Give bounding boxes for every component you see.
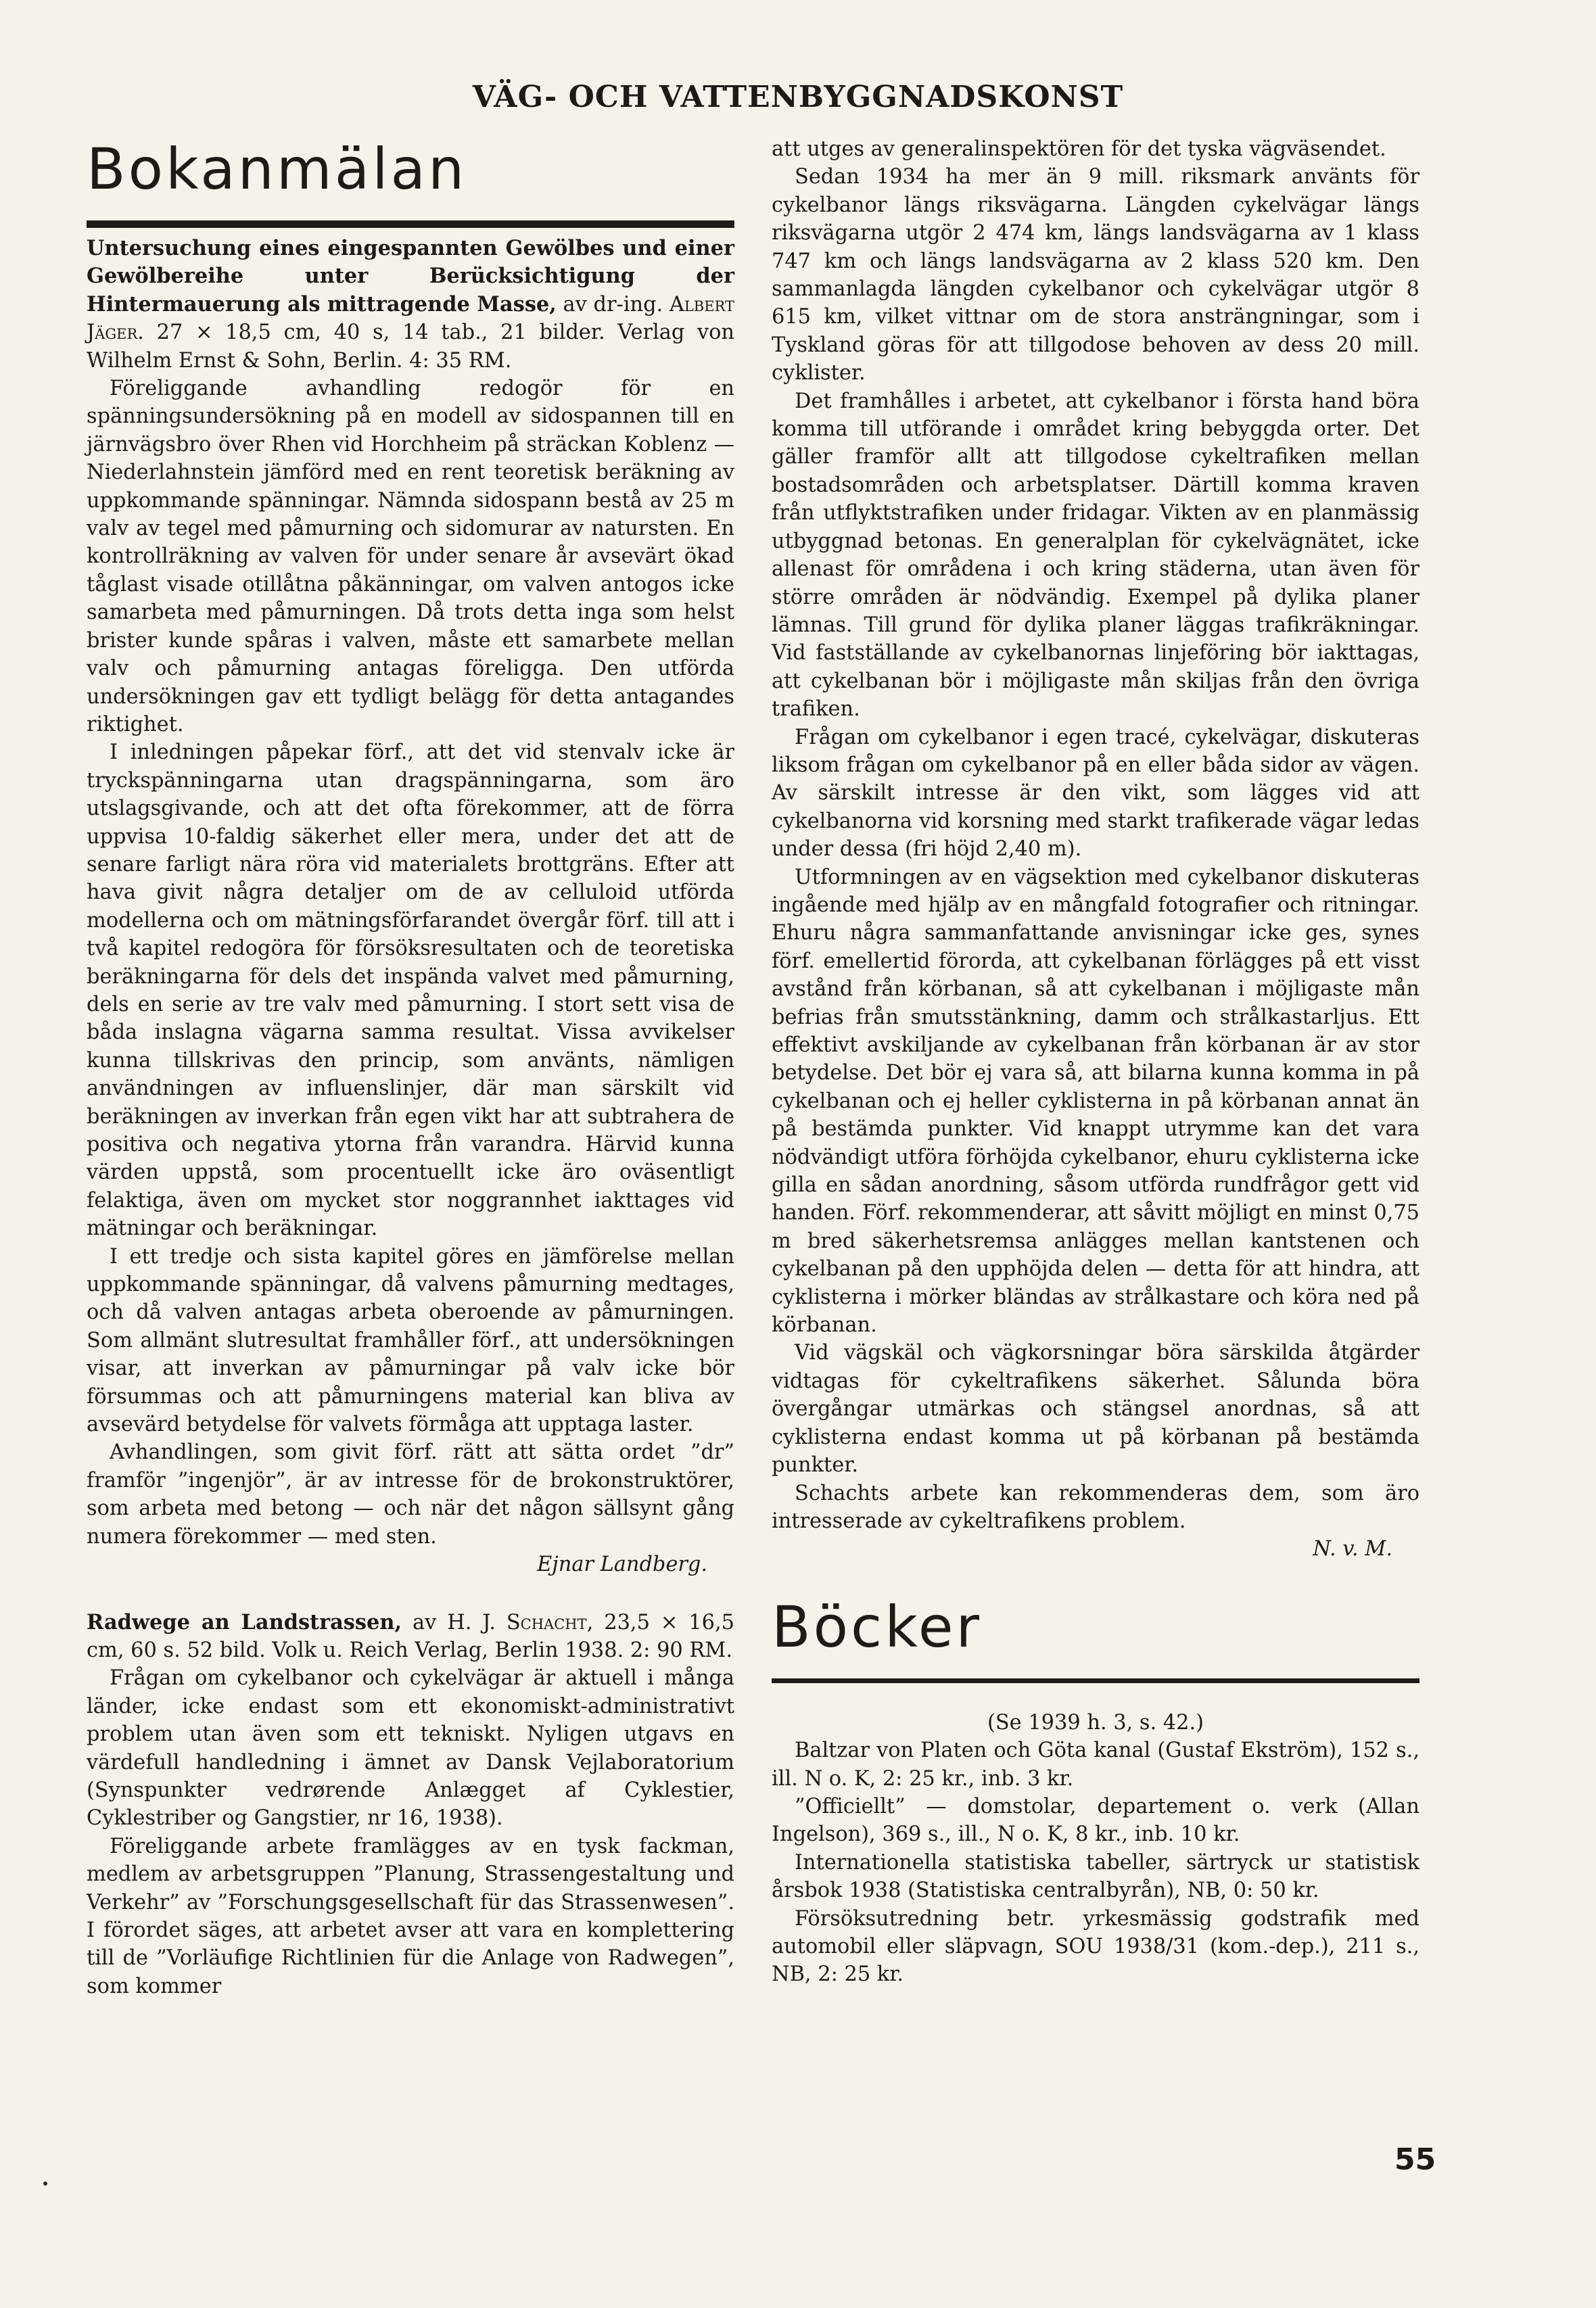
book-entry: Internationella statistiska tabeller, särtryck ur statistisk årsbok 1938 (Statistiska centralbyrån), NB, 0: 50 kr. [772, 1850, 1419, 1903]
review-2-paragraph: Utformningen av en vägsektion med cykelbanor diskuteras ingående med hjälp av en mångfald fotografier och ritningar. Ehuru några sammanfattande anvisningar icke ges, synes förf. emellertid förorda, att cykelbanan förlägges på ett visst avstånd från körbanan, så att cykelbanan i möjligaste mån befrias från smutsstänkning, damm och strålkastarljus. Ett effektivt avskiljande av cykelbanan från körbanan är av stor betydelse. Det bör ej vara så, att bilarna kunna komma in på cykelbanan och ej heller cyklisterna in på körbanan annat än på bestämda punkter. Vid knappt utrymme kan det vara nödvändigt utföra förhöjda cykelbanor, ehuru cyklisterna icke gilla en sådan anordning, såsom utförda rundfrågor gett vid handen. Förf. rekommenderar, att såvitt möjligt en minst 0,75 m bred säkerhetsremsa anlägges mellan kantstenen och cykelbanan på den upphöjda delen — detta för att hindra, att cyklisterna i mörker bländas av strålkastare och köra ned på körbanan. [772, 865, 1419, 1338]
review-1-signature: Ejnar Landberg. [537, 1553, 707, 1577]
review-1-citation [87, 235, 734, 375]
title-rule [87, 220, 734, 228]
review-2-paragraph: Det framhålles i arbetet, att cykelbanor i första hand böra komma till utförande i området kring bebyggda orter. Det gäller framför allt att tillgodose cykeltrafiken mellan bostadsområden och arbetsplatser. Därtill komma kraven från utflyktstrafiken under fridagar. Vikten av en planmässig utbyggnad betonas. En generalplan för cykelvägnätet, icke allenast för områdena i och kring städerna, utan även för större områden är nödvändig. Exempel på dylika planer lämnas. Till grund för dylika planer läggas trafikräkningar. Vid fastställande av cykelbanornas linjeföring bör iakttagas, att cykelbanan bör i möjligaste mån skiljas från den övriga trafiken. [772, 389, 1419, 722]
section-title-bokanmalan: Bokanmälan [87, 136, 467, 202]
margin-dot [43, 2182, 47, 2186]
review-2-paragraph: Frågan om cykelbanor och cykelvägar är aktuell i många länder, icke endast som ett ekonomiskt-administrativt problem utan även som ett tekniskt. Nyligen utgavs en värdefull handledning i ämnet av Dansk Vejlaboratorium (Synspunkter vedrørende Anlægget af Cyklestier, Cyklestriber og Gangstier, nr 16, 1938). [87, 1666, 734, 1831]
review-2-citation [87, 1609, 734, 1665]
spacer [87, 1579, 734, 1609]
review-1-book-title: Untersuchung eines eingespannten Gewölbes und einer Gewölbereihe unter Berücksichtigung der Hintermauerung als mittragende Masse, [87, 236, 734, 316]
review-2-paragraph: Sedan 1934 ha mer än 9 mill. riksmark använts för cykelbanor längs riksvägarna. Längden cykelvägar längs riksvägarna utgör 2 474 km, längs landsvägarna av 1 klass 747 km och längs landsvägarna av 2 klass 520 km. Den sammanlagda längden cykelbanor och cykelvägar utgör 8 615 km, vilket vittnar om de stora ansträngningar, som i Tyskland göras för att tillgodose behoven av dess 20 mill. cyklister. [772, 165, 1419, 385]
running-head: VÄG- OCH VATTENBYGGNADSKONST [472, 80, 1124, 114]
page-number: 55 [1394, 2142, 1436, 2177]
book-entry: Försöksutredning betr. yrkesmässig godstrafik med automobil eller släpvagn, SOU 1938/31 (kom.-dep.), 211 s., NB, 2: 25 kr. [772, 1906, 1419, 1987]
review-1-paragraph: I inledningen påpekar förf., att det vid stenvalv icke är tryckspänningarna utan dragspänningarna, som äro utslagsgivande, och att det ofta förekommer, att de förra uppvisa 10-faldig säkerhet eller mera, under det att de senare farligt nära röra vid materialets brottgräns. Efter att hava givit några detaljer om de av celluloid utförda modellerna och om mätningsförfarandet övergår förf. till att i två kapitel redogöra för försöksresultaten och de teoretiska beräkningarna för dels det inspända valvet med påmurning, dels en serie av tre valv med påmurning. I stort sett visa de båda inslagna vägarna samma resultat. Vissa avvikelser kunna tillskrivas den princip, som använts, nämligen användningen av influenslinjer, där man särskilt vid beräkningen av inverkan från egen vikt har att subtrahera de positiva och negativa ytorna från varandra. Härvid kunna värden uppstå, som procentuellt icke äro oväsentligt felaktiga, även om mycket stor noggrannhet iakttages vid mätningar och beräkningar. [87, 740, 734, 1241]
review-2-book-title: Radwege an Landstrassen, [87, 1609, 402, 1634]
review-1-paragraph: Föreliggande avhandling redogör för en spänningsundersökning på en modell av sidospannen till en järnvägsbro över Rhen vid Horchheim på sträckan Koblenz —Niederlahnstein jämförd med en rent teoretisk beräkning av uppkommande spänningar. Nämnda sidospann bestå av 25 m valv av tegel med påmurning och sidomurar av natursten. En kontrollräkning av valven för under senare år avsevärt ökad tåglast visade otillåtna påkänningar, om valven antogos icke samarbeta med påmurningen. Då trots detta inga som helst brister kunde spåras i valven, måste ett samarbete mellan valv och påmurning antagas föreligga. Den utförda undersökningen gav ett tydligt belägg för detta antagandes riktighet. [87, 377, 734, 736]
right-column [772, 135, 1419, 1989]
review-2-paragraph: Frågan om cykelbanor i egen tracé, cykelvägar, diskuteras liksom frågan om cykelbanor på en eller båda sidor av vägen. Av särskilt intresse är den vikt, som lägges vid att cykelbanorna vid korsning med starkt trafikerade vägar ledas under dessa (fri höjd 2,40 m). [772, 725, 1419, 862]
review-1-byline: av dr-ing. [563, 292, 663, 316]
section-title-bocker: Böcker [772, 1593, 983, 1660]
review-2-author: Schacht, [506, 1610, 594, 1634]
left-column [87, 135, 734, 2000]
review-2-continuation: att utges av generalinspektören för det tyska vägväsendet. [772, 137, 1386, 161]
review-2-paragraph: Föreliggande arbete framlägges av en tysk fackman, medlem av arbetsgruppen ”Planung, Strassengestaltung und Verkehr” av ”Forschungsgesellschaft für das Strassenwesen”. I förordet säges, att arbetet avser att vara en komplettering till de ”Vorläufige Richtlinien für die Anlage von Radwegen”, som kommer [87, 1834, 734, 1998]
review-2-details: 23,5 × 16,5 cm, 60 s. 52 bild. Volk u. Reich Verlag, Berlin 1938. 2: 90 RM. [87, 1610, 734, 1662]
title-rule [772, 1678, 1419, 1683]
books-reference: (Se 1939 h. 3, s. 42.) [987, 1710, 1204, 1735]
review-2-byline: av H. J. [413, 1610, 496, 1634]
book-entry: Baltzar von Platen och Göta kanal (Gustaf Ekström), 152 s., ill. N o. K, 2: 25 kr., inb. 3 kr. [772, 1739, 1419, 1791]
spacer [772, 1563, 1419, 1593]
spacer [772, 1690, 1419, 1709]
review-1-author: Albert Jäger. [87, 292, 734, 345]
book-entry: ”Officiellt” — domstolar, departement o. verk (Allan Ingelson), 369 s., ill., N o. K, 8 kr., inb. 10 kr. [772, 1794, 1419, 1847]
review-1-paragraph: I ett tredje och sista kapitel göres en jämförelse mellan uppkommande spänningar, då valvens påmurning medtages, och då valven antagas arbeta oberoende av påmurningen. Som allmänt slutresultat framhåller förf., att undersökningen visar, att inverkan av påmurningar på valv icke bör försummas och att påmurningens material kan bliva av avsevärd betydelse för valvets förmåga att upptaga laster. [87, 1244, 734, 1437]
review-1-paragraph: Avhandlingen, som givit förf. rätt att sätta ordet ”dr” framför ”ingenjör”, är av intresse för de brokonstruktörer, som arbeta med betong — och när det någon sällsynt gång numera förekommer — med sten. [87, 1440, 734, 1549]
review-2-paragraph: Vid vägskäl och vägkorsningar böra särskilda åtgärder vidtagas för cykeltrafikens säkerhet. Sålunda böra övergångar utmärkas och stängsel anordnas, så att cyklisterna endast komma ut på körbanan på bestämda punkter. [772, 1341, 1419, 1478]
review-2-paragraph: Schachts arbete kan rekommenderas dem, som äro intresserade av cykeltrafikens problem. [772, 1481, 1419, 1533]
review-1-details: 27 × 18,5 cm, 40 s, 14 tab., 21 bilder. Verlag von Wilhelm Ernst & Sohn, Berlin. 4: 35 RM. [87, 321, 734, 373]
review-2-signature: N. v. M. [1313, 1537, 1392, 1561]
